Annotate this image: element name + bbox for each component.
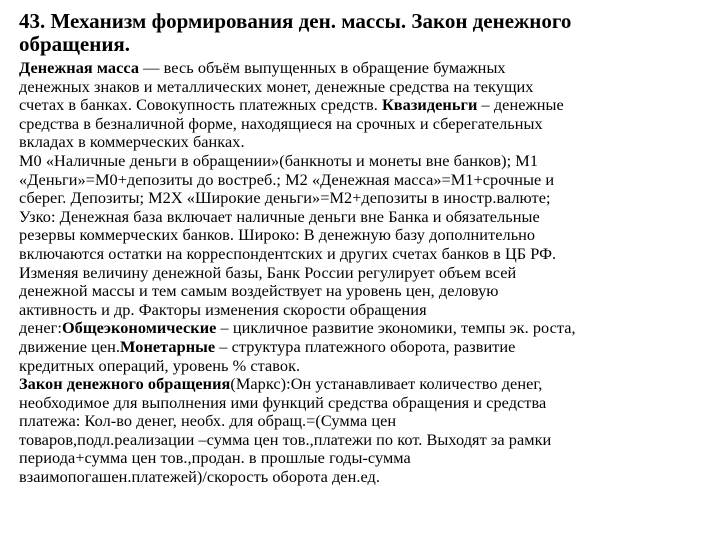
term-quasi-money: Квазиденьги (381, 95, 478, 115)
text-line: резервы коммерческих банков. Широко: В денежную базу дополнительно (19, 225, 536, 245)
text-line: «Деньги»=М0+депозиты до востреб.; М2 «Денежная масса»=М1+срочные и (19, 169, 555, 189)
text-line: Узко: Денежная база включает наличные деньги вне Банка и обязательные (19, 206, 540, 226)
text-line: товаров,подл.реализации –сумма цен тов.,платежи по кот. Выходят за рамки (19, 429, 552, 449)
text-run: счетах в банках. Совокупность платежных средств. (19, 95, 382, 115)
text-line (19, 338, 711, 357)
text-line: взаимопогашен.платежей)/скорость оборота ден.ед. (19, 467, 380, 487)
term-general-economic: Общеэкономические (61, 318, 217, 338)
term-monetary: Монетарные (120, 336, 216, 356)
text-line: вкладах в коммерческих банках. (19, 132, 245, 152)
text-line: денежных знаков и металлических монет, денежные средства на текущих (19, 76, 534, 96)
text-run: денег: (19, 318, 62, 338)
term-law-of-circulation: Закон денежного обращения (19, 374, 231, 394)
text-run: — весь объём выпущенных в обращение бумажных (139, 58, 506, 77)
text-line: платежа: Кол-во денег, необх. для обращ.=(Сумма цен (19, 411, 397, 431)
slide-title (19, 10, 709, 56)
text-line: активность и др. Факторы изменения скорости обращения (19, 299, 427, 319)
text-run: – структура платежного оборота, развитие (215, 336, 516, 356)
text-line: включаются остатки на корреспондентских и других счетах банков в ЦБ РФ. (19, 243, 557, 263)
text-line: кредитных операций, уровень % ставок. (19, 355, 301, 375)
text-run: (Маркс):Он устанавливает количество денег, (230, 374, 543, 394)
text-line (19, 96, 711, 115)
text-run: движение цен. (19, 336, 121, 356)
text-line (19, 375, 711, 394)
text-line: необходимое для выполнения ими функций средства обращения и средства (19, 392, 547, 412)
text-run: – цикличное развитие экономики, темпы эк. роста, (216, 318, 576, 338)
title-line: обращения. (19, 32, 131, 56)
text-line (19, 59, 711, 78)
text-line (19, 319, 711, 338)
text-line: периода+сумма цен тов.,продан. в прошлые годы-сумма (19, 448, 411, 468)
text-line: М0 «Наличные деньги в обращении»(банкноты и монеты вне банков); М1 (19, 150, 539, 170)
text-line: денежной массы и тем самым воздействует на уровень цен, деловую (19, 281, 499, 301)
title-line: 43. Механизм формирования ден. массы. Закон денежного (19, 9, 572, 33)
text-line: средства в безналичной форме, находящиеся на срочных и сберегательных (19, 113, 543, 133)
slide-body-text (19, 59, 711, 487)
term-money-supply: Денежная масса (19, 58, 140, 77)
text-line: сберег. Депозиты; М2Х «Широкие деньги»=М2+депозиты в иностр.валюте; (19, 188, 551, 208)
text-run: – денежные (477, 95, 564, 115)
text-line: Изменяя величину денежной базы, Банк России регулирует объем всей (19, 262, 517, 282)
